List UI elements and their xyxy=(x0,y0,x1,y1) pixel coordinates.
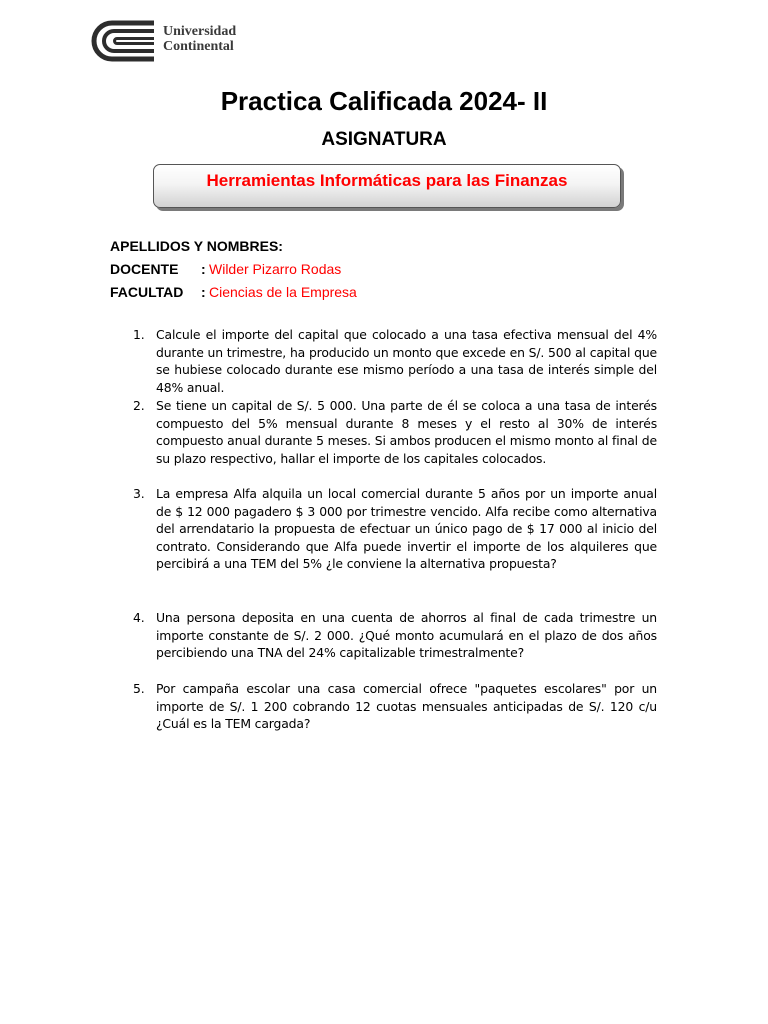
subject-name: Herramientas Informáticas para las Finanzas xyxy=(206,171,568,190)
teacher-value: Wilder Pizarro Rodas xyxy=(209,261,342,277)
question-text: La empresa Alfa alquila un local comercial durante 5 años por un importe anual de $ 12 000 pagadero $ 3 000 por trimestre vencido. Alfa recibe como alternativa del arrendatario la propuesta de efectuar un único pago de $ 17 000 al inicio del contrato. Considerando que Alfa puede invertir el importe de los alquileres que percibirá a una TEM del 5% ¿le conviene la alternativa propuesta? xyxy=(156,486,657,572)
page-title: Practica Calificada 2024- II xyxy=(220,86,548,116)
question-number: 5. xyxy=(133,681,145,696)
question-item xyxy=(133,680,657,733)
university-logo xyxy=(90,20,260,62)
faculty-colon: : xyxy=(201,284,206,300)
student-name-row xyxy=(110,237,283,255)
teacher-colon: : xyxy=(201,261,206,277)
question-number: 3. xyxy=(133,486,145,501)
question-text: Se tiene un capital de S/. 5 000. Una parte de él se coloca a una tasa de interés compuesto del 5% mensual durante 8 meses y el resto al 30% de interés compuesto anual durante 5 meses. Si ambos producen el mismo monto al final de su plazo respectivo, hallar el importe de los capitales colocados. xyxy=(156,398,657,466)
question-item xyxy=(133,609,657,662)
question-number: 2. xyxy=(133,398,145,413)
question-number: 4. xyxy=(133,610,145,625)
logo-line-2: Continental xyxy=(163,39,234,54)
faculty-value: Ciencias de la Empresa xyxy=(209,284,357,300)
university-emblem-icon xyxy=(90,20,156,62)
student-name-label: APELLIDOS Y NOMBRES: xyxy=(110,238,283,254)
question-item xyxy=(133,397,657,467)
teacher-row xyxy=(110,260,342,278)
question-item xyxy=(133,485,657,573)
question-text: Por campaña escolar una casa comercial ofrece "paquetes escolares" por un importe de S/. 1 200 cobrando 12 cuotas mensuales anticipadas de S/. 120 c/u ¿Cuál es la TEM cargada? xyxy=(156,681,657,732)
subject-label: ASIGNATURA xyxy=(321,129,447,150)
question-text: Una persona deposita en una cuenta de ahorros al final de cada trimestre un importe constante de S/. 2 000. ¿Qué monto acumulará en el plazo de dos años percibiendo una TNA del 24% capitalizable trimestralmente? xyxy=(156,610,657,661)
question-number: 1. xyxy=(133,327,145,342)
logo-line-1: Universidad xyxy=(163,24,237,39)
subject-banner xyxy=(153,164,621,208)
teacher-label: DOCENTE xyxy=(110,261,179,277)
question-text: Calcule el importe del capital que colocado a una tasa efectiva mensual del 4% durante un trimestre, ha producido un monto que excede en S/. 500 al capital que se hubiese colocado durante ese mismo período a una tasa de interés simple del 48% anual. xyxy=(156,327,657,395)
university-name xyxy=(163,24,236,54)
question-item xyxy=(133,326,657,396)
faculty-row xyxy=(110,283,357,301)
faculty-label: FACULTAD xyxy=(110,284,184,300)
